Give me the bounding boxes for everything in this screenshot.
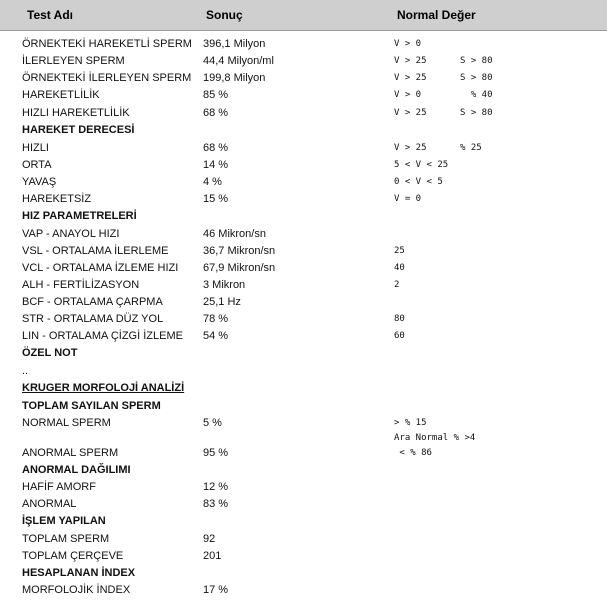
normal-value: 2: [394, 280, 400, 290]
table-row: [0, 347, 607, 363]
result-value: 14 %: [203, 159, 229, 171]
result-value: 54 %: [203, 330, 229, 342]
normal-value: 0 < V < 5: [394, 177, 443, 187]
table-row: [0, 159, 607, 175]
normal-value: 80: [394, 314, 405, 324]
normal-value: 40: [394, 263, 405, 273]
table-row: [0, 515, 607, 531]
normal-value: 25: [394, 246, 405, 256]
test-name: HIZLI: [22, 142, 49, 154]
result-value: 4 %: [203, 176, 222, 188]
normal-value: < % 86: [394, 448, 432, 458]
test-name: HAREKETLİLİK: [22, 89, 100, 101]
result-value: 36,7 Mikron/sn: [203, 245, 276, 257]
result-value: 12 %: [203, 481, 229, 493]
table-row: [0, 38, 607, 54]
section-heading: HESAPLANAN İNDEX: [22, 567, 136, 579]
test-name: İLERLEYEN SPERM: [22, 55, 125, 67]
normal-value-secondary: S > 80: [460, 108, 493, 118]
section-heading: HAREKET DERECESİ: [22, 124, 135, 136]
result-value: 67,9 Mikron/sn: [203, 262, 276, 274]
table-row: [0, 432, 607, 448]
normal-value: V > 25: [394, 73, 427, 83]
normal-value: > % 15: [394, 418, 427, 428]
table-row: [0, 417, 607, 433]
section-heading: KRUGER MORFOLOJİ ANALİZİ: [22, 382, 185, 394]
test-name: ANORMAL: [22, 498, 77, 510]
normal-value: 5 < V < 25: [394, 160, 449, 170]
test-name: ORTA: [22, 159, 52, 171]
normal-value-secondary: S > 80: [460, 73, 493, 83]
normal-value-secondary: S > 80: [460, 56, 493, 66]
normal-value: V > 25: [394, 143, 427, 153]
table-row: [0, 382, 607, 398]
header-normal-value: Normal Değer: [397, 8, 476, 22]
normal-value: V > 0: [394, 90, 422, 100]
table-row: [0, 228, 607, 244]
result-value: 5 %: [203, 417, 222, 429]
test-name: VSL - ORTALAMA İLERLEME: [22, 245, 169, 257]
table-row: [0, 262, 607, 278]
result-value: 46 Mikron/sn: [203, 228, 266, 240]
normal-value: Ara Normal % >4: [394, 433, 476, 443]
normal-value-secondary: % 25: [460, 143, 482, 153]
normal-value-secondary: % 40: [460, 90, 493, 100]
test-name: ..: [22, 365, 29, 377]
table-row: [0, 296, 607, 312]
test-name: HAFİF AMORF: [22, 481, 96, 493]
table-row: [0, 72, 607, 88]
table-row: [0, 533, 607, 549]
test-name: LIN - ORTALAMA ÇİZGİ İZLEME: [22, 330, 183, 342]
normal-value: V > 0: [394, 39, 422, 49]
result-value: 199,8 Milyon: [203, 72, 266, 84]
test-name: HIZLI HAREKETLİLİK: [22, 107, 130, 119]
test-name: STR - ORTALAMA DÜZ YOL: [22, 313, 164, 325]
result-value: 44,4 Milyon/ml: [203, 55, 274, 67]
table-row: [0, 550, 607, 566]
test-name: ÖRNEKTEKİ İLERLEYEN SPERM: [22, 72, 192, 84]
table-header: [0, 0, 607, 31]
normal-value: V > 25: [394, 108, 427, 118]
table-row: [0, 107, 607, 123]
test-name: TOPLAM ÇERÇEVE: [22, 550, 124, 562]
test-name: YAVAŞ: [22, 176, 57, 188]
section-heading: TOPLAM SAYILAN SPERM: [22, 400, 161, 412]
test-name: ALH - FERTİLİZASYON: [22, 279, 140, 291]
table-row: [0, 245, 607, 261]
result-value: 85 %: [203, 89, 229, 101]
test-name: ÖRNEKTEKİ HAREKETLİ SPERM: [22, 38, 192, 50]
table-row: [0, 330, 607, 346]
header-test-name: Test Adı: [27, 8, 74, 22]
section-heading: ÖZEL NOT: [22, 347, 78, 359]
result-value: 201: [203, 550, 222, 562]
test-name: TOPLAM SPERM: [22, 533, 110, 545]
table-row: [0, 498, 607, 514]
test-name: ANORMAL SPERM: [22, 447, 119, 459]
result-value: 68 %: [203, 107, 229, 119]
table-row: [0, 142, 607, 158]
test-name: HAREKETSİZ: [22, 193, 92, 205]
test-name: BCF - ORTALAMA ÇARPMA: [22, 296, 163, 308]
table-row: [0, 193, 607, 209]
table-row: [0, 89, 607, 105]
table-row: [0, 584, 607, 600]
table-row: [0, 481, 607, 497]
header-result: Sonuç: [206, 8, 243, 22]
table-row: [0, 400, 607, 416]
normal-value: V = 0: [394, 194, 422, 204]
table-row: [0, 464, 607, 480]
test-name: VAP - ANAYOL HIZI: [22, 228, 120, 240]
result-value: 78 %: [203, 313, 229, 325]
result-value: 25,1 Hz: [203, 296, 241, 308]
section-heading: HIZ PARAMETRELERİ: [22, 210, 137, 222]
table-row: [0, 176, 607, 192]
test-name: MORFOLOJİK İNDEX: [22, 584, 131, 596]
section-heading: İŞLEM YAPILAN: [22, 515, 106, 527]
table-row: [0, 210, 607, 226]
test-name: NORMAL SPERM: [22, 417, 111, 429]
section-heading: ANORMAL DAĞILIMI: [22, 464, 131, 476]
table-row: [0, 447, 607, 463]
result-value: 396,1 Milyon: [203, 38, 266, 50]
result-value: 3 Mikron: [203, 279, 246, 291]
result-value: 92: [203, 533, 216, 545]
result-value: 68 %: [203, 142, 229, 154]
table-row: [0, 365, 607, 381]
table-row: [0, 567, 607, 583]
table-row: [0, 313, 607, 329]
test-name: VCL - ORTALAMA İZLEME HIZI: [22, 262, 179, 274]
result-value: 17 %: [203, 584, 229, 596]
table-row: [0, 55, 607, 71]
result-value: 95 %: [203, 447, 229, 459]
table-row: [0, 279, 607, 295]
normal-value: V > 25: [394, 56, 427, 66]
table-row: [0, 124, 607, 140]
normal-value: 60: [394, 331, 405, 341]
result-value: 15 %: [203, 193, 229, 205]
result-value: 83 %: [203, 498, 229, 510]
